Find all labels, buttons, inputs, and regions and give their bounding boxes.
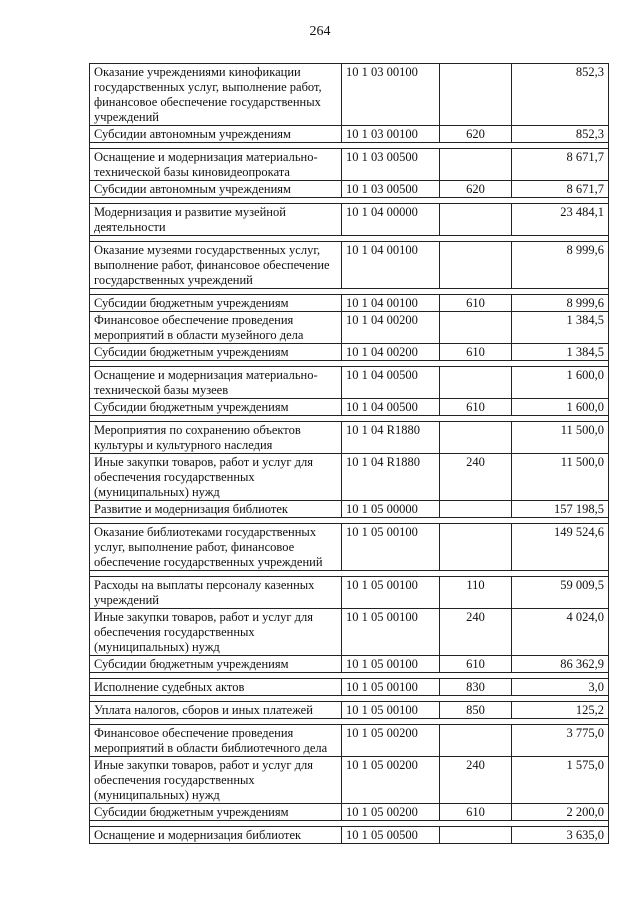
row-sum-cell: 11 500,0 xyxy=(512,454,609,501)
table-row xyxy=(90,725,609,757)
row-expense-type-cell xyxy=(440,501,512,518)
row-name-cell: Оснащение и модернизация материально-технической базы музеев xyxy=(90,367,342,399)
table-row xyxy=(90,577,609,609)
table-row xyxy=(90,242,609,289)
row-name-cell: Развитие и модернизация библиотек xyxy=(90,501,342,518)
row-code-cell: 10 1 05 00200 xyxy=(342,804,440,821)
row-name-cell: Модернизация и развитие музейной деятельности xyxy=(90,204,342,236)
row-sum-cell: 157 198,5 xyxy=(512,501,609,518)
row-sum-cell: 149 524,6 xyxy=(512,524,609,571)
table-row xyxy=(90,679,609,696)
row-code-cell: 10 1 05 00000 xyxy=(342,501,440,518)
table-row xyxy=(90,367,609,399)
row-expense-type-cell xyxy=(440,524,512,571)
row-name-cell: Субсидии бюджетным учреждениям xyxy=(90,656,342,673)
row-sum-cell: 11 500,0 xyxy=(512,422,609,454)
row-expense-type-cell xyxy=(440,367,512,399)
table-row xyxy=(90,524,609,571)
row-sum-cell: 8 999,6 xyxy=(512,242,609,289)
row-code-cell: 10 1 03 00100 xyxy=(342,126,440,143)
row-code-cell: 10 1 05 00200 xyxy=(342,725,440,757)
row-name-cell: Субсидии автономным учреждениям xyxy=(90,126,342,143)
page-number: 264 xyxy=(309,24,331,39)
row-sum-cell: 1 600,0 xyxy=(512,399,609,416)
row-expense-type-cell xyxy=(440,725,512,757)
row-expense-type-cell: 610 xyxy=(440,399,512,416)
row-expense-type-cell xyxy=(440,204,512,236)
table-row xyxy=(90,804,609,821)
table-row xyxy=(90,827,609,844)
row-sum-cell: 125,2 xyxy=(512,702,609,719)
row-sum-cell: 3,0 xyxy=(512,679,609,696)
row-sum-cell: 8 671,7 xyxy=(512,149,609,181)
row-code-cell: 10 1 04 00100 xyxy=(342,242,440,289)
row-expense-type-cell xyxy=(440,827,512,844)
table-row xyxy=(90,702,609,719)
row-code-cell: 10 1 03 00500 xyxy=(342,149,440,181)
table-row xyxy=(90,609,609,656)
row-expense-type-cell: 610 xyxy=(440,656,512,673)
table-row xyxy=(90,312,609,344)
row-name-cell: Оказание библиотеками государственных услуг, выполнение работ, финансовое обеспечение государственных учреждений xyxy=(90,524,342,571)
table-row xyxy=(90,501,609,518)
table-row xyxy=(90,126,609,143)
budget-table-body xyxy=(90,64,609,844)
row-expense-type-cell: 610 xyxy=(440,804,512,821)
row-sum-cell: 59 009,5 xyxy=(512,577,609,609)
row-code-cell: 10 1 04 00200 xyxy=(342,312,440,344)
row-sum-cell: 3 775,0 xyxy=(512,725,609,757)
row-expense-type-cell: 620 xyxy=(440,181,512,198)
row-code-cell: 10 1 05 00200 xyxy=(342,757,440,804)
row-code-cell: 10 1 04 00500 xyxy=(342,367,440,399)
row-name-cell: Субсидии бюджетным учреждениям xyxy=(90,399,342,416)
row-code-cell: 10 1 05 00100 xyxy=(342,656,440,673)
row-expense-type-cell xyxy=(440,242,512,289)
row-sum-cell: 8 671,7 xyxy=(512,181,609,198)
row-expense-type-cell: 240 xyxy=(440,609,512,656)
row-name-cell: Мероприятия по сохранению объектов культуры и культурного наследия xyxy=(90,422,342,454)
table-row xyxy=(90,181,609,198)
row-expense-type-cell xyxy=(440,64,512,126)
row-sum-cell: 4 024,0 xyxy=(512,609,609,656)
row-expense-type-cell: 240 xyxy=(440,757,512,804)
table-row xyxy=(90,295,609,312)
table-row xyxy=(90,344,609,361)
row-sum-cell: 1 384,5 xyxy=(512,312,609,344)
row-code-cell: 10 1 04 R1880 xyxy=(342,422,440,454)
row-code-cell: 10 1 04 00000 xyxy=(342,204,440,236)
row-name-cell: Субсидии бюджетным учреждениям xyxy=(90,804,342,821)
row-name-cell: Оказание музеями государственных услуг, выполнение работ, финансовое обеспечение государственных учреждений xyxy=(90,242,342,289)
row-expense-type-cell: 610 xyxy=(440,295,512,312)
row-expense-type-cell xyxy=(440,149,512,181)
row-name-cell: Исполнение судебных актов xyxy=(90,679,342,696)
table-row xyxy=(90,64,609,126)
row-name-cell: Оснащение и модернизация библиотек xyxy=(90,827,342,844)
row-code-cell: 10 1 03 00100 xyxy=(342,64,440,126)
row-name-cell: Субсидии бюджетным учреждениям xyxy=(90,295,342,312)
row-code-cell: 10 1 04 00500 xyxy=(342,399,440,416)
row-name-cell: Субсидии автономным учреждениям xyxy=(90,181,342,198)
row-code-cell: 10 1 05 00100 xyxy=(342,577,440,609)
row-name-cell: Уплата налогов, сборов и иных платежей xyxy=(90,702,342,719)
row-expense-type-cell: 110 xyxy=(440,577,512,609)
row-sum-cell: 1 384,5 xyxy=(512,344,609,361)
table-row xyxy=(90,399,609,416)
table-row xyxy=(90,454,609,501)
row-code-cell: 10 1 04 00100 xyxy=(342,295,440,312)
row-code-cell: 10 1 05 00100 xyxy=(342,609,440,656)
row-name-cell: Субсидии бюджетным учреждениям xyxy=(90,344,342,361)
row-sum-cell: 3 635,0 xyxy=(512,827,609,844)
table-row xyxy=(90,757,609,804)
row-name-cell: Финансовое обеспечение проведения мероприятий в области библиотечного дела xyxy=(90,725,342,757)
row-name-cell: Расходы на выплаты персоналу казенных учреждений xyxy=(90,577,342,609)
row-sum-cell: 852,3 xyxy=(512,126,609,143)
row-name-cell: Финансовое обеспечение проведения мероприятий в области музейного дела xyxy=(90,312,342,344)
row-expense-type-cell xyxy=(440,422,512,454)
row-name-cell: Оказание учреждениями кинофикации государственных услуг, выполнение работ, финансовое обеспечение государственных учреждений xyxy=(90,64,342,126)
table-row xyxy=(90,656,609,673)
table-row xyxy=(90,204,609,236)
row-code-cell: 10 1 05 00100 xyxy=(342,702,440,719)
row-code-cell: 10 1 05 00100 xyxy=(342,524,440,571)
row-name-cell: Иные закупки товаров, работ и услуг для обеспечения государственных (муниципальных) нужд xyxy=(90,757,342,804)
budget-table xyxy=(89,63,609,844)
row-sum-cell: 86 362,9 xyxy=(512,656,609,673)
row-name-cell: Оснащение и модернизация материально-технической базы киновидеопроката xyxy=(90,149,342,181)
row-expense-type-cell: 610 xyxy=(440,344,512,361)
row-expense-type-cell: 830 xyxy=(440,679,512,696)
row-code-cell: 10 1 03 00500 xyxy=(342,181,440,198)
row-sum-cell: 8 999,6 xyxy=(512,295,609,312)
row-code-cell: 10 1 05 00100 xyxy=(342,679,440,696)
row-expense-type-cell: 620 xyxy=(440,126,512,143)
row-expense-type-cell xyxy=(440,312,512,344)
row-sum-cell: 852,3 xyxy=(512,64,609,126)
row-expense-type-cell: 850 xyxy=(440,702,512,719)
row-sum-cell: 2 200,0 xyxy=(512,804,609,821)
row-name-cell: Иные закупки товаров, работ и услуг для обеспечения государственных (муниципальных) нужд xyxy=(90,454,342,501)
row-expense-type-cell: 240 xyxy=(440,454,512,501)
row-sum-cell: 23 484,1 xyxy=(512,204,609,236)
row-sum-cell: 1 600,0 xyxy=(512,367,609,399)
row-code-cell: 10 1 04 00200 xyxy=(342,344,440,361)
row-code-cell: 10 1 04 R1880 xyxy=(342,454,440,501)
row-name-cell: Иные закупки товаров, работ и услуг для обеспечения государственных (муниципальных) нужд xyxy=(90,609,342,656)
row-sum-cell: 1 575,0 xyxy=(512,757,609,804)
table-row xyxy=(90,422,609,454)
table-row xyxy=(90,149,609,181)
row-code-cell: 10 1 05 00500 xyxy=(342,827,440,844)
